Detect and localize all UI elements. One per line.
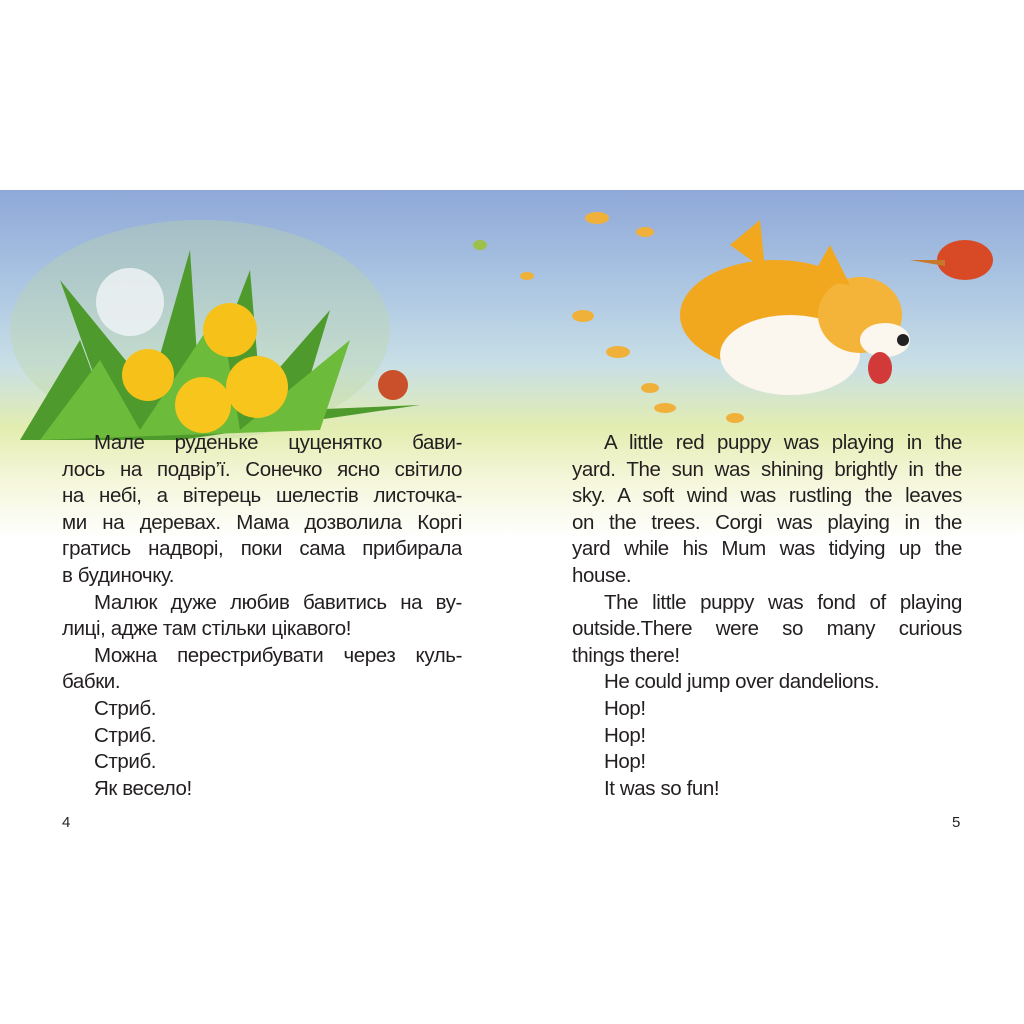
text-line: sky. A soft wind was rustling the leaves <box>572 484 962 508</box>
text-line: ми на деревах. Мама дозволила Коргі <box>62 510 462 534</box>
text-line: Стриб. <box>94 723 157 747</box>
text-line: outside.There were so many curious <box>572 617 962 641</box>
dandelion-seedhead <box>96 268 164 336</box>
text-line: on the trees. Corgi was playing in the <box>572 510 962 534</box>
text-line: The little puppy was fond of playing <box>604 590 962 614</box>
text-line: Мале руденьке цуценятко бави- <box>94 431 462 454</box>
text-line: things there! <box>572 643 680 667</box>
text-line: Hop! <box>604 723 646 747</box>
corgi-puppy <box>680 220 910 395</box>
text-line: Малюк дуже любив бавитись на ву- <box>94 590 462 614</box>
text-line: Можна перестрибувати через куль- <box>94 643 462 667</box>
left-page-number: 4 <box>62 814 71 831</box>
text-line: гратись надворі, поки сама прибирала <box>62 537 462 561</box>
text-line: Hop! <box>604 750 646 774</box>
right-page-text <box>572 430 962 802</box>
red-bird <box>910 240 993 280</box>
dandelion-plant <box>10 220 420 440</box>
text-line: на небі, а вітерець шелестів листочка- <box>62 484 462 508</box>
right-page-number: 5 <box>952 814 961 831</box>
text-line: Як весело! <box>94 776 192 800</box>
text-line: в будиночку. <box>62 563 175 587</box>
text-line: бабки. <box>62 670 121 694</box>
illustration <box>0 190 1024 450</box>
text-line: Hop! <box>604 696 646 720</box>
text-line: house. <box>572 563 632 587</box>
text-line: He could jump over dandelions. <box>604 670 880 694</box>
text-line: yard. The sun was shining brightly in the <box>572 457 962 481</box>
text-line: yard while his Mum was tidying up the <box>572 537 962 561</box>
text-line: Стриб. <box>94 696 157 720</box>
text-line: It was so fun! <box>604 776 720 800</box>
left-page-text <box>62 430 462 802</box>
text-line: A little red puppy was playing in the <box>604 431 962 454</box>
text-line: лиці, адже там стільки цікавого! <box>62 617 352 641</box>
text-line: лось на подвір’ї. Сонечко ясно світило <box>62 457 462 481</box>
text-line: Стриб. <box>94 750 157 774</box>
snail <box>378 370 408 400</box>
